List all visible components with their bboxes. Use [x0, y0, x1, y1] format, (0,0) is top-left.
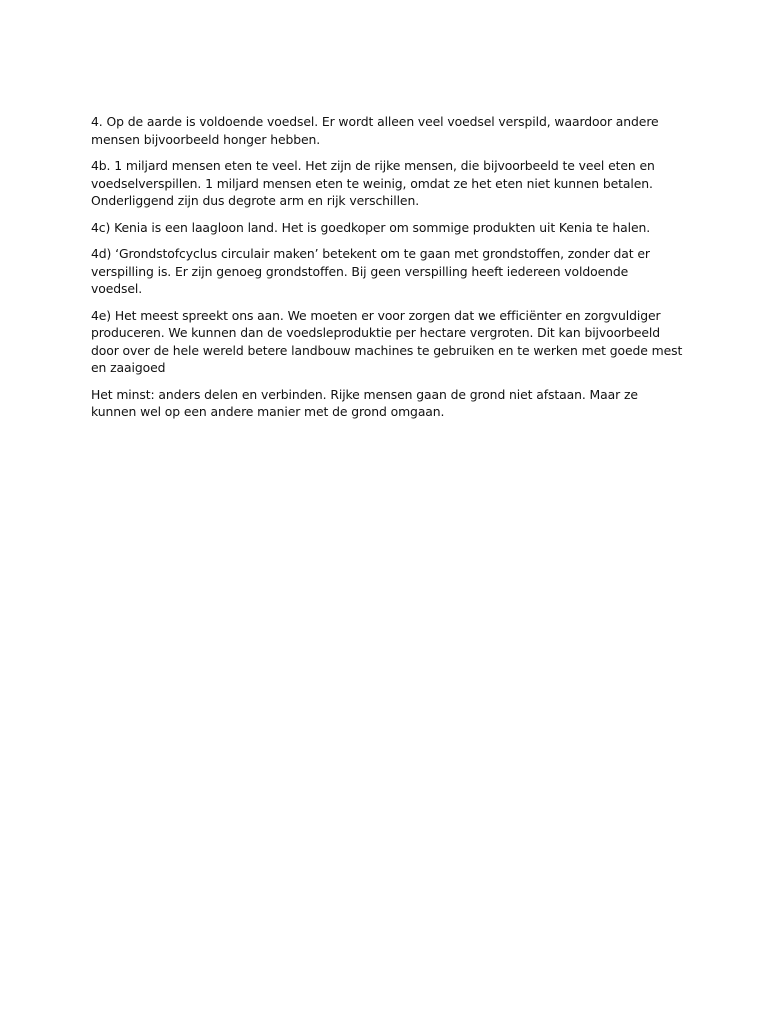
paragraph-het-minst: Het minst: anders delen en verbinden. Rijke mensen gaan de grond niet afstaan. Maar ze kunnen wel op een andere manier met de grond omgaan.	[91, 386, 638, 419]
paragraph-answer-4c: 4c) Kenia is een laagloon land. Het is goedkoper om sommige produkten uit Kenia te halen.	[91, 219, 651, 235]
paragraph-answer-4d: 4d) ‘Grondstofcyclus circulair maken’ betekent om te gaan met grondstoffen, zonder dat er verspilling is. Er zijn genoeg grondstoffen. Bij geen verspilling heeft iedereen voldoende voedsel.	[91, 246, 650, 296]
document-body	[91, 113, 683, 430]
paragraph-answer-4e: 4e) Het meest spreekt ons aan. We moeten er voor zorgen dat we efficiënter en zorgvuldiger produceren. We kunnen dan de voedsleproduktie per hectare vergroten. Dit kan bijvoorbeeld door over de hele wereld betere landbouw machines te gebruiken en te werken met goede mest en zaaigoed	[91, 307, 683, 375]
paragraph-answer-4b: 4b. 1 miljard mensen eten te veel. Het zijn de rijke mensen, die bijvoorbeeld te veel eten en voedselverspillen. 1 miljard mensen eten te weinig, omdat ze het eten niet kunnen betalen. Onderliggend zijn dus degrote arm en rijk verschillen.	[91, 158, 655, 208]
paragraph-answer-4: 4. Op de aarde is voldoende voedsel. Er wordt alleen veel voedsel verspild, waardoor andere mensen bijvoorbeeld honger hebben.	[91, 114, 659, 147]
